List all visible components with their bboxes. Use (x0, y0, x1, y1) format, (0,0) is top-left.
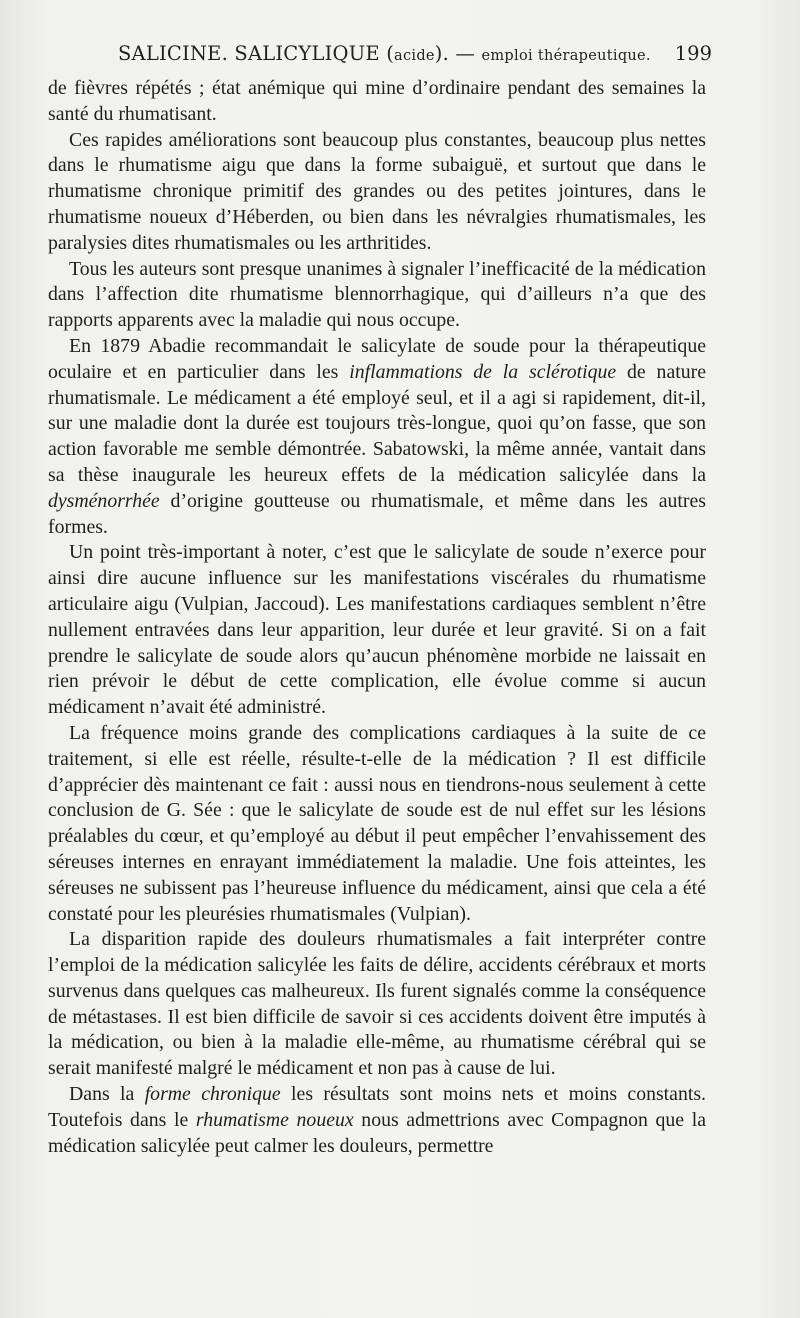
italic-text: inflammations de la sclérotique (349, 360, 617, 383)
paragraph (48, 257, 706, 334)
running-header (118, 42, 712, 76)
italic-text: rhumatisme noueux (195, 1108, 354, 1131)
running-title-section: emploi thérapeutique. (481, 48, 651, 64)
paragraph-text: Tous les auteurs sont presque unanimes à signaler l’inefficacité de la médication dans l’affection dite rhumatisme blennorrhagique, qui d’ailleurs n’a que des rapports apparents avec la maladie qui nous occupe. (48, 257, 706, 332)
paragraph (48, 721, 706, 927)
paragraph-text: La fréquence moins grande des complications cardiaques à la suite de ce traitement, si elle est réelle, résulte-t-elle de la médication ? Il est difficile d’apprécier dès maintenant ce fait : aussi nous en tiendrons-nous seulement à cette conclusion de G. Sée : que le salicylate de soude est de nul effet sur les lésions préalables du cœur, et qu’employé au début il peut empêcher l’envahissement des séreuses internes en enrayant immédiatement la maladie. Une fois atteintes, les séreuses ne subissent pas l’heureuse influence du médicament, ainsi que cela a été constaté pour les pleurésies rhumatismales (Vulpian). (48, 721, 706, 925)
paragraph (48, 76, 706, 128)
running-title (118, 42, 651, 65)
italic-text: dysménorrhée (48, 489, 160, 512)
paragraph-text: Ces rapides améliorations sont beaucoup plus constantes, beaucoup plus nettes dans le rhumatisme aigu que dans la forme subaiguë, et surtout que dans le rhumatisme chronique primitif des grandes ou des petites jointures, dans le rhumatisme noueux d’Héberden, ou bien dans les névralgies rhumatismales, les paralysies dites rhumatismales ou les arthritides. (48, 128, 706, 254)
running-title-close: ). — (434, 42, 482, 65)
paragraph (48, 540, 706, 721)
paragraph-text: Dans la (69, 1083, 145, 1106)
page-number: 199 (674, 42, 712, 65)
paragraph-text: les résultats sont moins nets et moins constants. Toutefois dans le (48, 1083, 706, 1131)
paragraph-text: En 1879 Abadie recommandait le salicylate de soude pour la thérapeutique oculaire et en particulier dans les (48, 334, 706, 383)
running-title-main: SALICINE. SALICYLIQUE ( (118, 42, 395, 65)
paragraph (48, 927, 706, 1082)
paragraph-text: La disparition rapide des douleurs rhumatismales a fait interpréter contre l’emploi de la médication salicylée les faits de délire, accidents cérébraux et morts survenus dans quelques cas malheureux. Ils furent signalés comme la conséquence de métastases. Il est bien difficile de savoir si ces accidents doivent être imputés à la médication, ou bien à la maladie elle-même, au rhumatisme cérébral qui se serait manifesté malgré le médicament et non pas à cause de lui. (48, 928, 706, 1080)
body-text (48, 76, 706, 1159)
paragraph-text: Un point très-important à noter, c’est que le salicylate de soude n’exerce pour ainsi dire aucune influence sur les manifestations viscérales du rhumatisme articulaire aigu (Vulpian, Jaccoud). Les manifestations cardiaques semblent n’être nullement entravées dans leur apparition, leur durée et leur gravité. Si on a fait prendre le salicylate de soude alors qu’aucun phénomène morbide ne laissait en rien prévoir le début de cette complication, elle évolue comme si aucun médicament n’avait été administré. (48, 541, 706, 719)
paragraph-text: de fièvres répétés ; état anémique qui mine d’ordinaire pendant des semaines la santé du rhumatisant. (48, 77, 706, 125)
running-title-acide: acide (394, 48, 435, 64)
paragraph (48, 334, 706, 540)
paragraph-text: d’origine goutteuse ou rhumatismale, et même dans les autres formes. (48, 489, 706, 538)
paragraph (48, 1082, 706, 1159)
paragraph-text: de nature rhumatismale. Le médicament a été employé seul, et il a agi si rapidement, dit-il, sur une maladie dont la durée est toujours très-longue, quoi qu’on fasse, que son action favorable me semble démontrée. Sabatowski, la même année, vantait dans sa thèse inaugurale les heureux effets de la médication salicylée dans la (48, 360, 706, 486)
paragraph-text: nous admettrions avec Compagnon que la médication salicylée peut calmer les douleurs, permettre (48, 1108, 706, 1157)
paragraph (48, 128, 706, 257)
italic-text: forme chronique (144, 1083, 281, 1106)
